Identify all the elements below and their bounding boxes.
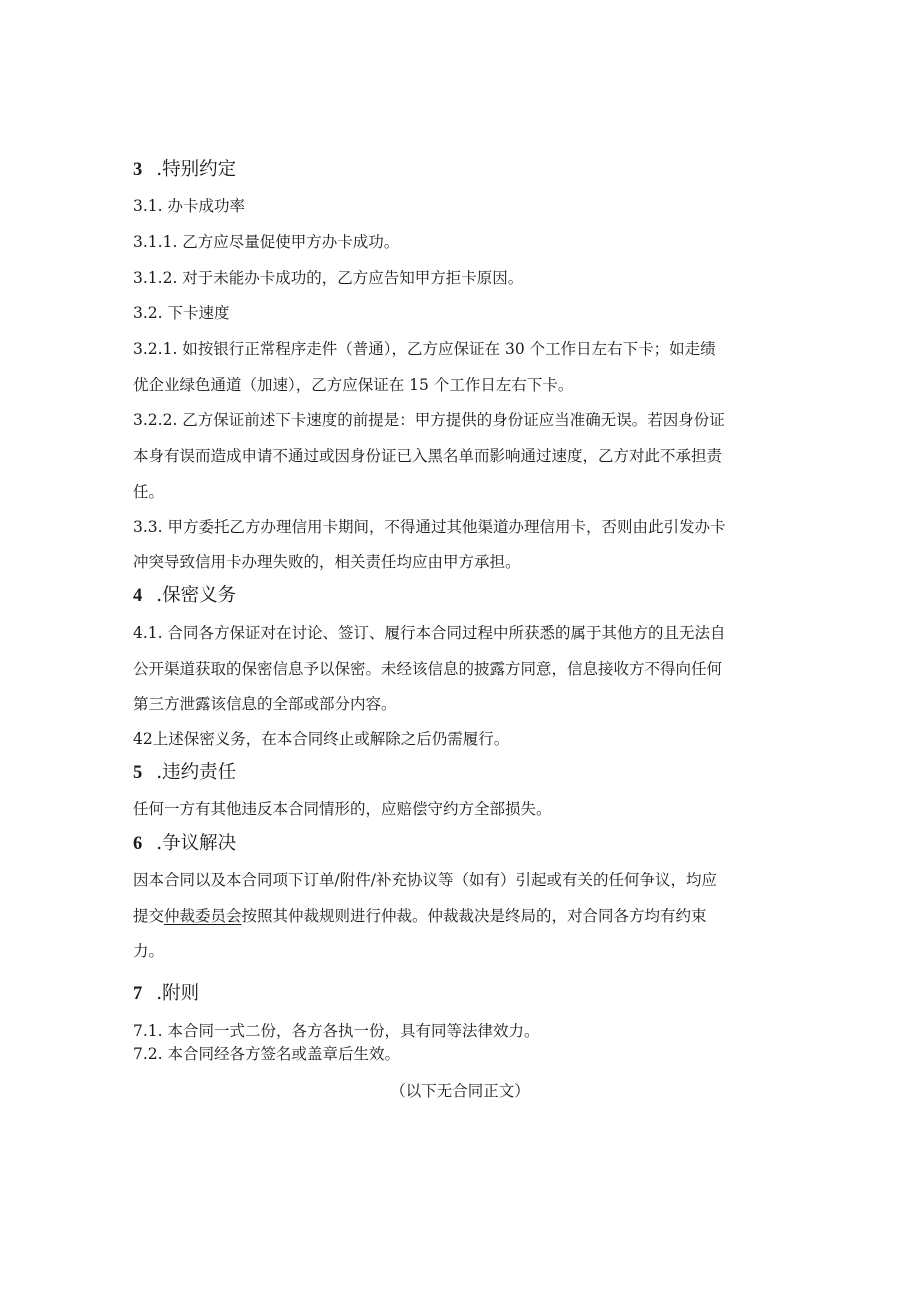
heading-text: .争议解决 xyxy=(156,833,237,854)
clause-7-1: 7.1. 本合同一式二份，各方各执一份，具有同等法律效力。 xyxy=(133,1022,540,1040)
clause-4-1-line-2: 公开渠道获取的保密信息予以保密。未经该信息的披露方同意，信息接收方不得向任何 xyxy=(133,660,723,678)
heading-number: 4 xyxy=(133,586,143,606)
section-4-heading xyxy=(133,585,236,607)
clause-3-2: 3.2. 下卡速度 xyxy=(133,304,230,322)
heading-text: .特别约定 xyxy=(156,159,237,180)
section-7-heading xyxy=(133,983,199,1005)
heading-text: .违约责任 xyxy=(156,762,237,783)
clause-3-2-1-line-2: 优企业绿色通道（加速），乙方应保证在 15 个工作日左右下卡。 xyxy=(133,376,574,394)
clause-6-line-1: 因本合同以及本合同项下订单/附件/补充协议等（如有）引起或有关的任何争议，均应 xyxy=(133,871,717,889)
heading-text: .保密义务 xyxy=(156,585,237,606)
clause-3-1-2: 3.1.2. 对于未能办卡成功的，乙方应告知甲方拒卡原因。 xyxy=(133,269,524,287)
heading-number: 7 xyxy=(133,984,143,1004)
heading-text: .附则 xyxy=(156,983,200,1004)
clause-3-2-2-line-3: 任。 xyxy=(133,483,165,501)
text: 按照其仲裁规则进行仲裁。仲裁裁决是终局的，对合同各方均有约束 xyxy=(241,907,707,925)
clause-3-1-1: 3.1.1. 乙方应尽量促使甲方办卡成功。 xyxy=(133,233,400,251)
section-6-heading xyxy=(133,833,236,855)
heading-number: 5 xyxy=(133,763,143,783)
clause-7-2: 7.2. 本合同经各方签名或盖章后生效。 xyxy=(133,1045,401,1063)
clause-6-line-3: 力。 xyxy=(133,942,165,960)
section-3-heading xyxy=(133,159,236,181)
clause-4-2: 42上述保密义务，在本合同终止或解除之后仍需履行。 xyxy=(133,730,510,748)
clause-4-1-line-3: 第三方泄露该信息的全部或部分内容。 xyxy=(133,695,397,713)
clause-3-3-line-1: 3.3. 甲方委托乙方办理信用卡期间，不得通过其他渠道办理信用卡，否则由此引发办卡 xyxy=(133,518,726,536)
clause-3-3-line-2: 冲突导致信用卡办理失败的，相关责任均应由甲方承担。 xyxy=(133,553,521,571)
clause-3-2-2-line-2: 本身有误而造成申请不通过或因身份证已入黑名单而影响通过速度，乙方对此不承担责 xyxy=(133,447,723,465)
heading-number: 6 xyxy=(133,834,143,854)
text: 提交 xyxy=(133,907,165,925)
clause-4-1-line-1: 4.1. 合同各方保证对在讨论、签订、履行本合同过程中所获悉的属于其他方的且无法自 xyxy=(133,624,726,642)
clause-5-text: 任何一方有其他违反本合同情形的，应赔偿守约方全部损失。 xyxy=(133,800,552,818)
arbitration-commission-blank: 仲裁委员会 xyxy=(164,907,242,925)
end-of-contract-note: （以下无合同正文） xyxy=(390,1082,530,1100)
clause-3-2-1-line-1: 3.2.1. 如按银行正常程序走件（普通），乙方应保证在 30 个工作日左右下卡；如走绩 xyxy=(133,340,716,358)
clause-3-2-2-line-1: 3.2.2. 乙方保证前述下卡速度的前提是：甲方提供的身份证应当准确无误。若因身份证 xyxy=(133,411,725,429)
section-5-heading xyxy=(133,762,236,784)
clause-6-line-2 xyxy=(133,906,707,926)
clause-3-1: 3.1. 办卡成功率 xyxy=(133,197,246,215)
heading-number: 3 xyxy=(133,160,143,180)
